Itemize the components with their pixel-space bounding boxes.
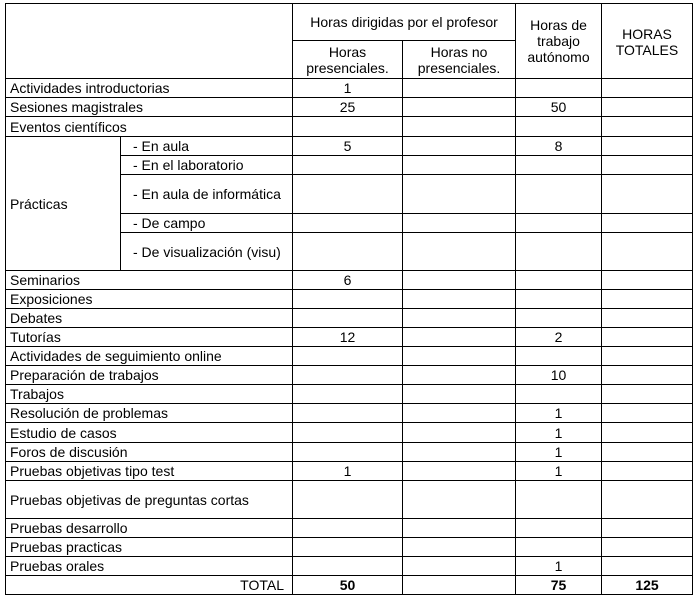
presential-value: 6 bbox=[293, 271, 403, 290]
non-presential-value bbox=[403, 271, 516, 290]
non-presential-value bbox=[403, 98, 516, 117]
row-label: Sesiones magistrales bbox=[6, 98, 293, 117]
non-presential-value bbox=[403, 519, 516, 538]
total-value bbox=[602, 233, 693, 271]
non-presential-value bbox=[403, 347, 516, 366]
header-total-hours: HORAS TOTALES bbox=[602, 4, 693, 79]
presential-value bbox=[293, 538, 403, 557]
autonomous-value bbox=[516, 290, 602, 309]
table-row bbox=[6, 366, 693, 385]
presential-value bbox=[293, 443, 403, 462]
row-label: Foros de discusión bbox=[6, 443, 293, 462]
row-label: Actividades introductorias bbox=[6, 79, 293, 98]
row-label: Eventos científicos bbox=[6, 117, 293, 137]
total-value bbox=[602, 519, 693, 538]
row-label: Trabajos bbox=[6, 385, 293, 404]
table-row bbox=[6, 462, 693, 481]
autonomous-value: 8 bbox=[516, 137, 602, 156]
row-label: Tutorías bbox=[6, 328, 293, 347]
presential-value bbox=[293, 404, 403, 423]
non-presential-value bbox=[403, 233, 516, 271]
non-presential-value bbox=[403, 385, 516, 404]
sub-row-label: - En el laboratorio bbox=[121, 156, 293, 175]
table-row bbox=[6, 443, 693, 462]
total-label: TOTAL bbox=[6, 576, 293, 595]
presential-value bbox=[293, 214, 403, 233]
row-label: Actividades de seguimiento online bbox=[6, 347, 293, 366]
autonomous-value bbox=[516, 233, 602, 271]
autonomous-value bbox=[516, 117, 602, 137]
total-non-presential-value bbox=[403, 576, 516, 595]
table-row bbox=[6, 538, 693, 557]
non-presential-value bbox=[403, 423, 516, 443]
practicas-label: Prácticas bbox=[6, 137, 121, 271]
non-presential-value bbox=[403, 156, 516, 175]
total-value bbox=[602, 175, 693, 214]
row-label: Pruebas practicas bbox=[6, 538, 293, 557]
total-value bbox=[602, 404, 693, 423]
table-row bbox=[6, 328, 693, 347]
total-value bbox=[602, 423, 693, 443]
table-row bbox=[6, 309, 693, 328]
row-label: Pruebas objetivas tipo test bbox=[6, 462, 293, 481]
non-presential-value bbox=[403, 328, 516, 347]
autonomous-value: 1 bbox=[516, 423, 602, 443]
autonomous-value: 1 bbox=[516, 462, 602, 481]
non-presential-value bbox=[403, 290, 516, 309]
header-row-1 bbox=[6, 4, 693, 41]
header-presential-hours: Horas presenciales. bbox=[293, 41, 403, 79]
autonomous-value bbox=[516, 156, 602, 175]
autonomous-value: 1 bbox=[516, 557, 602, 576]
total-value bbox=[602, 309, 693, 328]
header-directed-hours: Horas dirigidas por el profesor bbox=[293, 4, 516, 41]
presential-value bbox=[293, 233, 403, 271]
total-value bbox=[602, 385, 693, 404]
table-row bbox=[6, 290, 693, 309]
sub-row-label: - De visualización (visu) bbox=[121, 233, 293, 271]
presential-value bbox=[293, 290, 403, 309]
total-row bbox=[6, 576, 693, 595]
sub-row-label: - De campo bbox=[121, 214, 293, 233]
non-presential-value bbox=[403, 462, 516, 481]
total-value bbox=[602, 117, 693, 137]
non-presential-value bbox=[403, 557, 516, 576]
autonomous-value bbox=[516, 309, 602, 328]
total-value bbox=[602, 79, 693, 98]
autonomous-value bbox=[516, 214, 602, 233]
presential-value bbox=[293, 156, 403, 175]
presential-value bbox=[293, 557, 403, 576]
non-presential-value bbox=[403, 404, 516, 423]
non-presential-value bbox=[403, 309, 516, 328]
presential-value bbox=[293, 385, 403, 404]
total-total-value: 125 bbox=[602, 576, 693, 595]
row-label: Pruebas objetivas de preguntas cortas bbox=[6, 481, 293, 519]
presential-value bbox=[293, 366, 403, 385]
autonomous-value bbox=[516, 519, 602, 538]
non-presential-value bbox=[403, 366, 516, 385]
non-presential-value bbox=[403, 79, 516, 98]
table-row bbox=[6, 519, 693, 538]
table-row bbox=[6, 557, 693, 576]
non-presential-value bbox=[403, 117, 516, 137]
presential-value bbox=[293, 117, 403, 137]
non-presential-value bbox=[403, 137, 516, 156]
header-blank-cell bbox=[6, 4, 293, 79]
autonomous-value: 1 bbox=[516, 443, 602, 462]
total-value bbox=[602, 156, 693, 175]
presential-value: 1 bbox=[293, 462, 403, 481]
presential-value bbox=[293, 423, 403, 443]
table-row bbox=[6, 117, 693, 137]
total-autonomous-value: 75 bbox=[516, 576, 602, 595]
total-value bbox=[602, 347, 693, 366]
presential-value bbox=[293, 519, 403, 538]
row-label: Preparación de trabajos bbox=[6, 366, 293, 385]
sub-row-label: - En aula de informática bbox=[121, 175, 293, 214]
total-presential-value: 50 bbox=[293, 576, 403, 595]
autonomous-value bbox=[516, 175, 602, 214]
table-row bbox=[6, 79, 693, 98]
header-autonomous-hours: Horas de trabajo autónomo bbox=[516, 4, 602, 79]
presential-value bbox=[293, 309, 403, 328]
total-value bbox=[602, 214, 693, 233]
autonomous-value: 50 bbox=[516, 98, 602, 117]
table-row bbox=[6, 98, 693, 117]
autonomous-value bbox=[516, 481, 602, 519]
total-value bbox=[602, 443, 693, 462]
presential-value: 12 bbox=[293, 328, 403, 347]
row-label: Pruebas desarrollo bbox=[6, 519, 293, 538]
total-value bbox=[602, 271, 693, 290]
autonomous-value: 10 bbox=[516, 366, 602, 385]
non-presential-value bbox=[403, 538, 516, 557]
table-row bbox=[6, 404, 693, 423]
table-row bbox=[6, 481, 693, 519]
sub-row-label: - En aula bbox=[121, 137, 293, 156]
presential-value bbox=[293, 481, 403, 519]
row-label: Pruebas orales bbox=[6, 557, 293, 576]
table-row bbox=[6, 385, 693, 404]
total-value bbox=[602, 462, 693, 481]
total-value bbox=[602, 137, 693, 156]
table-row bbox=[6, 137, 693, 156]
autonomous-value bbox=[516, 79, 602, 98]
total-value bbox=[602, 328, 693, 347]
table-row bbox=[6, 271, 693, 290]
total-value bbox=[602, 538, 693, 557]
total-value bbox=[602, 98, 693, 117]
non-presential-value bbox=[403, 443, 516, 462]
hours-table bbox=[5, 3, 693, 595]
row-label: Seminarios bbox=[6, 271, 293, 290]
total-value bbox=[602, 366, 693, 385]
non-presential-value bbox=[403, 481, 516, 519]
autonomous-value: 1 bbox=[516, 404, 602, 423]
table-row bbox=[6, 347, 693, 366]
header-non-presential-hours: Horas no presenciales. bbox=[403, 41, 516, 79]
presential-value bbox=[293, 175, 403, 214]
presential-value: 1 bbox=[293, 79, 403, 98]
autonomous-value bbox=[516, 347, 602, 366]
row-label: Exposiciones bbox=[6, 290, 293, 309]
non-presential-value bbox=[403, 175, 516, 214]
row-label: Estudio de casos bbox=[6, 423, 293, 443]
non-presential-value bbox=[403, 214, 516, 233]
presential-value bbox=[293, 347, 403, 366]
total-value bbox=[602, 557, 693, 576]
presential-value: 25 bbox=[293, 98, 403, 117]
table-row bbox=[6, 423, 693, 443]
presential-value: 5 bbox=[293, 137, 403, 156]
autonomous-value bbox=[516, 385, 602, 404]
autonomous-value bbox=[516, 271, 602, 290]
autonomous-value: 2 bbox=[516, 328, 602, 347]
row-label: Resolución de problemas bbox=[6, 404, 293, 423]
autonomous-value bbox=[516, 538, 602, 557]
total-value bbox=[602, 290, 693, 309]
row-label: Debates bbox=[6, 309, 293, 328]
total-value bbox=[602, 481, 693, 519]
